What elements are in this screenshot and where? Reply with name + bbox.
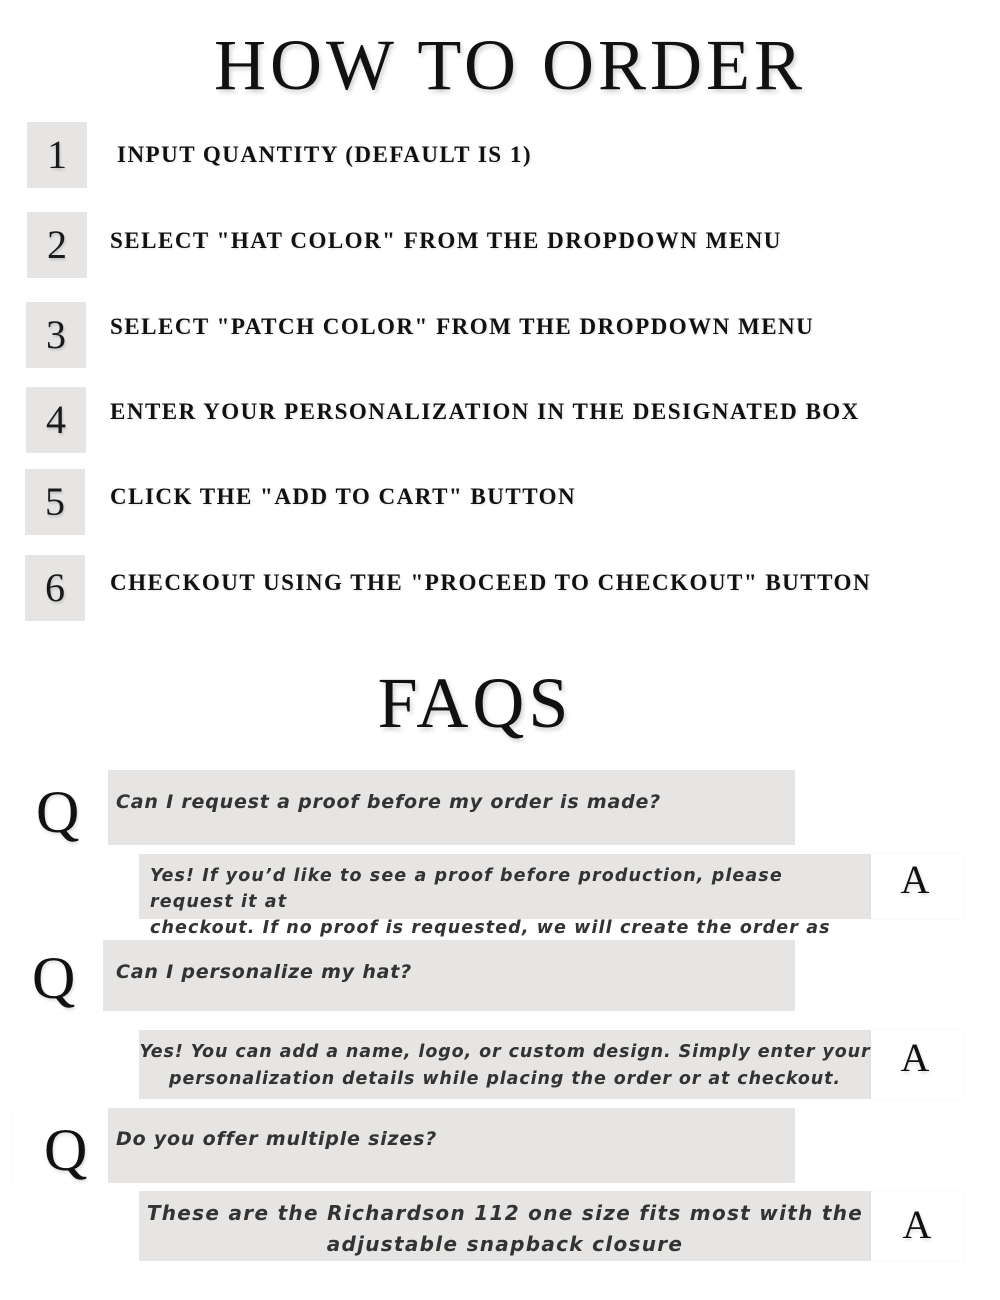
answer-text [139,1039,871,1093]
step-number-badge: 3 [26,302,86,368]
answer-marker [871,854,963,919]
question-marker [3,770,108,850]
question-marker [13,1108,108,1183]
step-text: SELECT "HAT COLOR" FROM THE DROPDOWN MENU [110,228,782,253]
question-box [108,1108,795,1183]
answer-line: These are the Richardson 112 one size fits most with the [146,1201,864,1225]
answer-line: Yes! If you’d like to see a proof before production, please request it at [150,866,783,912]
question-box [108,770,795,845]
answer-letter: A [900,857,930,902]
answer-line: adjustable snapback closure [326,1232,684,1256]
answer-line: checkout. If no proof is requested, we will create the order as [150,918,831,938]
question-letter: Q [32,945,76,1011]
answer-marker [871,1191,963,1261]
faqs-title: FAQS [377,663,573,743]
question-letter: Q [36,779,80,845]
answer-text [139,1198,871,1260]
step-row [0,387,1000,455]
answer-line: personalization details while placing the order or at checkout. [169,1069,841,1089]
step-number-badge: 1 [27,122,87,188]
question-text: Can I personalize my hat? [116,961,412,983]
question-text: Can I request a proof before my order is made? [116,791,661,813]
step-number-badge: 2 [27,212,87,278]
step-number-badge: 5 [25,469,85,535]
step-text: INPUT QUANTITY (DEFAULT IS 1) [117,142,532,167]
answer-letter: A [902,1202,932,1247]
step-row [0,122,1000,190]
step-row [0,212,1000,280]
step-row [0,469,1000,537]
question-text: Do you offer multiple sizes? [116,1128,438,1150]
answer-letter: A [900,1035,930,1080]
step-text: SELECT "PATCH COLOR" FROM THE DROPDOWN MENU [110,314,815,339]
step-text: CLICK THE "ADD TO CART" BUTTON [110,484,577,509]
step-number-badge: 6 [25,555,85,621]
how-to-order-title: HOW TO ORDER [213,25,807,105]
question-letter: Q [44,1117,88,1183]
question-marker [0,940,103,1012]
step-number-badge: 4 [26,387,86,453]
step-row [0,555,1000,623]
answer-box [139,1030,871,1099]
answer-line: Yes! You can add a name, logo, or custom design. Simply enter your [139,1042,871,1062]
step-text: ENTER YOUR PERSONALIZATION IN THE DESIGNATED BOX [110,399,860,424]
step-text: CHECKOUT USING THE "PROCEED TO CHECKOUT" BUTTON [110,570,872,595]
answer-marker [871,1030,963,1099]
question-box [103,940,795,1011]
step-row [0,302,1000,370]
answer-box [139,854,871,938]
answer-box [139,1191,871,1261]
